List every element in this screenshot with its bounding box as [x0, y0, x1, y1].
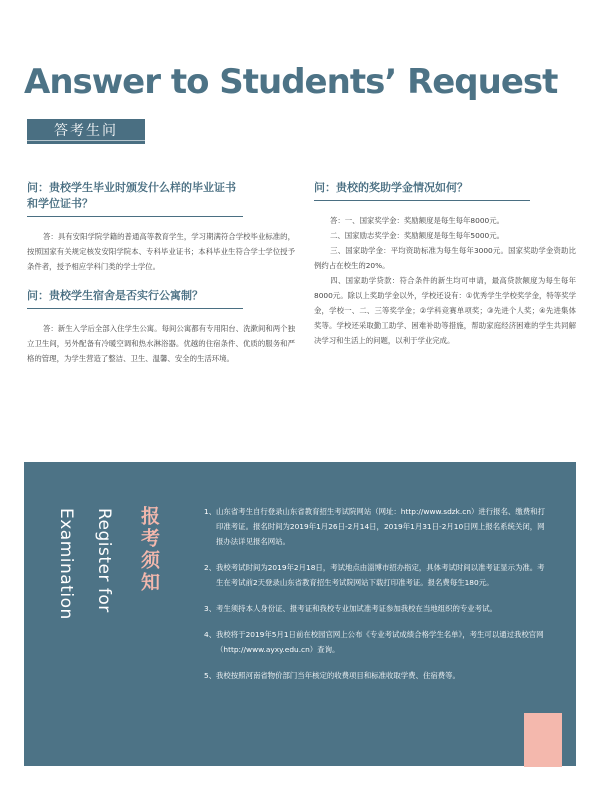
question-dormitory: 问：贵校学生宿舍是否实行公寓制？ — [27, 288, 243, 309]
question-scholarship: 问：贵校的奖助学金情况如何？ — [314, 180, 530, 201]
left-column — [27, 180, 295, 374]
notice-item: 1、 山东省考生自行登录山东省教育招生考试院网站（网址：http://www.sdzk.cn）进行报名、缴费和打印准考证。报名时间为2019年1月26日-2月14日，2019年1月31日-2月10日网上报名系统关闭，网报办法详见报名网站。 — [204, 507, 545, 546]
notice-item: 5、 我校按照河南省物价部门当年核定的收费项目和标准收取学费、住宿费等。 — [204, 671, 460, 680]
notice-item: 2、 我校考试时间为2019年2月18日，考试地点由淄博市招办指定，具体考试时间以准考证显示为准。考生在考试前2天登录山东省教育招生考试院网站下载打印准考证。报名费每生180元。 — [204, 563, 545, 587]
notice-title-en-1: Register for — [94, 508, 114, 613]
notice-list — [204, 504, 550, 694]
notice-title-en-2: Examination — [56, 508, 76, 620]
answer-dormitory: 答：新生入学后全部入住学生公寓。每间公寓都有专用阳台、洗漱间和两个独立卫生间，另外配备有冷暖空调和热水淋浴器。优越的住宿条件、优质的服务和严格的管理，为学生营造了整洁、卫生、温馨、安全的生活环境。 — [27, 324, 295, 363]
page-title: Answer to Students’ Request — [24, 62, 558, 102]
notice-item: 4、 我校将于2019年5月1日前在校园官网上公布《专业考试成绩合格学生名单》，考生可以通过我校官网（http://www.ayxy.edu.cn）查询。 — [204, 630, 544, 654]
scholarship-line-1: 答：一、国家奖学金：奖励额度是每生每年8000元。 — [330, 216, 505, 225]
question-diploma: 问：贵校学生毕业时颁发什么样的毕业证书和学位证书？ — [27, 180, 243, 217]
right-column — [314, 180, 576, 356]
decorative-pink-block — [524, 713, 562, 767]
scholarship-line-3: 三、国家助学金：平均资助标准为每生每年3000元。国家奖助学金资助比例约占在校生的20%。 — [314, 246, 576, 270]
scholarship-line-2: 二、国家励志奖学金：奖励额度是每生每年5000元。 — [330, 231, 505, 240]
section-badge: 答考生问 — [27, 119, 145, 144]
notice-title-cn: 报考须知 — [138, 506, 160, 594]
notice-item: 3、 考生须持本人身份证、报考证和我校专业加试准考证参加我校在当地组织的专业考试。 — [204, 604, 497, 613]
scholarship-line-4: 四、国家助学贷款：符合条件的新生均可申请，最高贷款额度为每生每年8000元。除以上奖助学金以外，学校还设有：①优秀学生学校奖学金，特等奖学金，学校一、二、三等奖学金；②学科竞赛单项奖；③先进个人奖；④先进集体奖等。学校还采取勤工助学、困难补助等措施，帮助家庭经济困难的学生共同解决学习和生活上的问题，以利于学业完成。 — [314, 276, 576, 345]
answer-diploma: 答：具有安阳学院学籍的普通高等教育学生，学习期满符合学校毕业标准的，按照国家有关规定核发安阳学院本、专科毕业证书；本科毕业生符合学士学位授予条件者，授予相应学科门类的学士学位。 — [27, 232, 295, 271]
answer-scholarship — [314, 213, 576, 348]
